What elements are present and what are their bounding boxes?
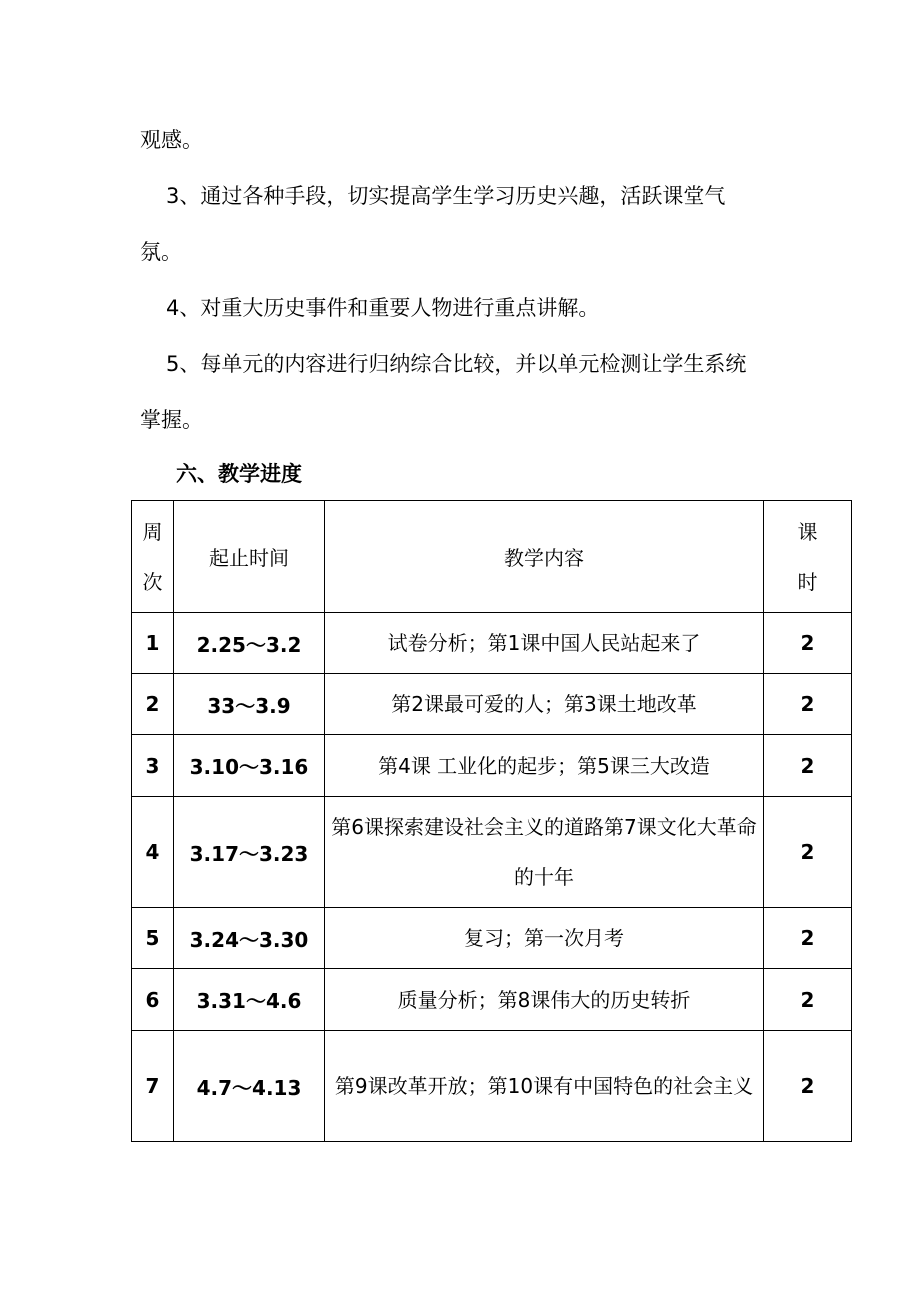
- table-row: [132, 613, 852, 674]
- cell-time: 3.17～3.23: [174, 797, 325, 908]
- cell-hours: 2: [764, 674, 852, 735]
- cell-time: 4.7～4.13: [174, 1031, 325, 1142]
- cell-content: 试卷分析；第1课中国人民站起来了: [325, 613, 764, 674]
- paragraph-continuation: 观感。: [140, 128, 203, 152]
- teaching-schedule-table: [131, 500, 852, 1142]
- cell-week: 1: [132, 613, 174, 674]
- cell-hours: 2: [764, 908, 852, 969]
- paragraph-item-5-line-1: 5、每单元的内容进行归纳综合比较，并以单元检测让学生系统: [166, 352, 747, 376]
- cell-content: 复习；第一次月考: [325, 908, 764, 969]
- cell-week: 2: [132, 674, 174, 735]
- cell-time: 2.25～3.2: [174, 613, 325, 674]
- cell-time: 33～3.9: [174, 674, 325, 735]
- cell-content: 第4课 工业化的起步；第5课三大改造: [325, 735, 764, 797]
- cell-content: 质量分析；第8课伟大的历史转折: [325, 969, 764, 1031]
- table-row: [132, 908, 852, 969]
- cell-content: 第6课探索建设社会主义的道路第7课文化大革命的十年: [325, 797, 764, 908]
- table-row: [132, 674, 852, 735]
- cell-time: 3.31～4.6: [174, 969, 325, 1031]
- cell-hours: 2: [764, 613, 852, 674]
- cell-time: 3.10～3.16: [174, 735, 325, 797]
- cell-week: 7: [132, 1031, 174, 1142]
- cell-content: 第9课改革开放；第10课有中国特色的社会主义: [325, 1031, 764, 1142]
- cell-time: 3.24～3.30: [174, 908, 325, 969]
- cell-content: 第2课最可爱的人；第3课土地改革: [325, 674, 764, 735]
- header-week: 周次: [132, 501, 174, 613]
- cell-hours: 2: [764, 1031, 852, 1142]
- header-time: 起止时间: [174, 501, 325, 613]
- table-row: [132, 969, 852, 1031]
- table-row: [132, 735, 852, 797]
- paragraph-item-5-line-2: 掌握。: [140, 408, 203, 432]
- cell-week: 3: [132, 735, 174, 797]
- cell-hours: 2: [764, 969, 852, 1031]
- paragraph-item-3-line-2: 氛。: [140, 240, 182, 264]
- cell-week: 4: [132, 797, 174, 908]
- cell-week: 6: [132, 969, 174, 1031]
- table-row: [132, 797, 852, 908]
- table-row: [132, 1031, 852, 1142]
- cell-hours: 2: [764, 797, 852, 908]
- header-hours: 课时: [764, 501, 852, 613]
- cell-week: 5: [132, 908, 174, 969]
- paragraph-item-3-line-1: 3、通过各种手段，切实提高学生学习历史兴趣，活跃课堂气: [166, 184, 726, 208]
- paragraph-item-4: 4、对重大历史事件和重要人物进行重点讲解。: [166, 296, 600, 320]
- section-heading: 六、教学进度: [176, 462, 302, 486]
- header-content: 教学内容: [325, 501, 764, 613]
- cell-hours: 2: [764, 735, 852, 797]
- table-header-row: [132, 501, 852, 613]
